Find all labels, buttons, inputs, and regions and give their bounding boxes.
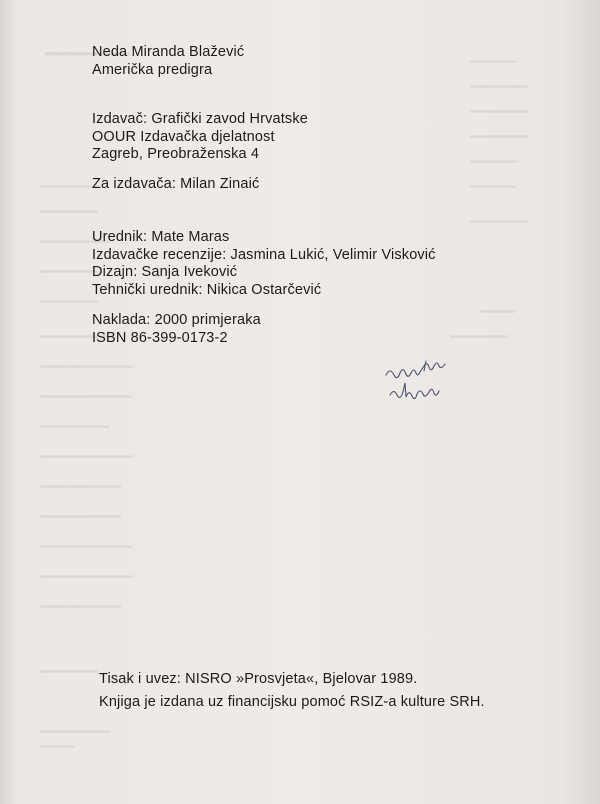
printer-info: Tisak i uvez: NISRO »Prosvjeta«, Bjelovar 1989. xyxy=(99,671,418,687)
author-name: Neda Miranda Blažević xyxy=(92,44,245,60)
publisher-block xyxy=(92,111,308,164)
title-block xyxy=(92,44,244,79)
book-imprint-page: ▁▁▁▁▁ ▁▁▁▁ ▁▁▁▁▁ ▁▁▁▁▁ ▁▁▁▁▁ ▁▁▁▁ ▁▁▁▁▁ ▁▁▁▁ ▁▁▁▁▁ ▁▁▁▁▁ ▁▁▁▁▁▁ ▁▁▁▁▁ ▁▁▁▁▁ ▁▁▁ ▁▁▁▁▁▁ ▁▁▁▁▁ ▁▁▁▁▁▁▁▁ ▁▁▁▁▁▁▁▁ ▁▁▁▁▁▁ ▁▁▁▁▁▁▁▁ ▁▁▁▁▁▁▁ ▁▁▁▁▁▁▁ ▁▁▁▁▁▁▁▁ ▁▁▁▁▁▁▁▁ ▁▁▁▁▁▁▁ ▁▁▁▁▁ ▁▁▁▁▁▁ ▁▁▁ Neda Miranda Blažević Američka predigra Izdavač: Grafički zavod Hrvatske OOUR Izdavačka djelatnost Zagreb, Preobraženska 4 Za izdavača: Milan Zinaić Urednik: Mate Maras Izdavačke recenzije: Jasmina Lukić, Velimir Visković Dizajn: Sanja Iveković Tehnički urednik: Nikica Ostarčević Naklada: 2000 primjeraka ISBN 86-399-0173-2 Tisak i uvez: NISRO »Prosvjeta«, Bjelovar 1989. Knjiga je izdana uz financijsku pomoć RSIZ-a kulture SRH. xyxy=(0,0,600,804)
publisher-address: Zagreb, Preobraženska 4 xyxy=(92,146,260,162)
isbn: ISBN 86-399-0173-2 xyxy=(92,329,228,346)
for-publisher: Za izdavača: Milan Zinaić xyxy=(92,176,260,192)
publisher-name: Izdavač: Grafički zavod Hrvatske xyxy=(92,111,308,127)
print-run: Naklada: 2000 primjeraka xyxy=(92,312,261,328)
reviewers: Izdavačke recenzije: Jasmina Lukić, Velimir Visković xyxy=(92,246,436,263)
technical-editor: Tehnički urednik: Nikica Ostarčević xyxy=(92,281,322,298)
credits-block xyxy=(92,229,436,299)
book-title: Američka predigra xyxy=(92,61,213,78)
printing-block xyxy=(99,668,485,714)
designer: Dizajn: Sanja Iveković xyxy=(92,264,238,280)
for-publisher-block xyxy=(92,176,259,194)
edition-block xyxy=(92,312,261,347)
editor: Urednik: Mate Maras xyxy=(92,229,230,245)
funding-note: Knjiga je izdana uz financijsku pomoć RSIZ-a kulture SRH. xyxy=(99,694,485,710)
handwritten-signature xyxy=(380,345,470,415)
publisher-division: OOUR Izdavačka djelatnost xyxy=(92,128,275,145)
